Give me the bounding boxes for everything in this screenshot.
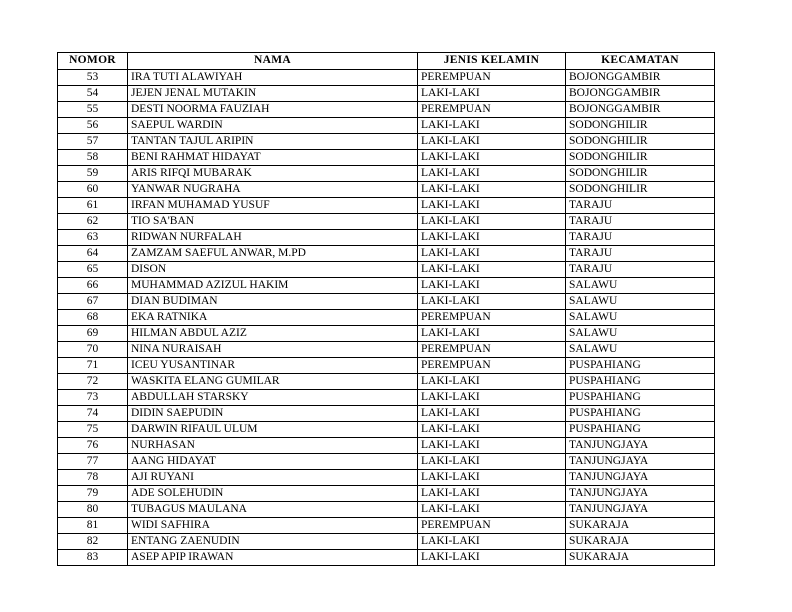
cell-nama: NINA NURAISAH (128, 342, 418, 358)
cell-jenis-kelamin: LAKI-LAKI (418, 326, 566, 342)
cell-nomor: 77 (58, 454, 128, 470)
cell-jenis-kelamin: PEREMPUAN (418, 342, 566, 358)
cell-jenis-kelamin: LAKI-LAKI (418, 294, 566, 310)
cell-nama: WIDI SAFHIRA (128, 518, 418, 534)
cell-nomor: 60 (58, 182, 128, 198)
cell-kecamatan: TARAJU (566, 262, 715, 278)
cell-nomor: 55 (58, 102, 128, 118)
cell-nomor: 80 (58, 502, 128, 518)
cell-nomor: 61 (58, 198, 128, 214)
cell-nama: SAEPUL WARDIN (128, 118, 418, 134)
cell-kecamatan: BOJONGGAMBIR (566, 86, 715, 102)
cell-nomor: 66 (58, 278, 128, 294)
cell-nama: ABDULLAH STARSKY (128, 390, 418, 406)
cell-nomor: 75 (58, 422, 128, 438)
cell-jenis-kelamin: LAKI-LAKI (418, 502, 566, 518)
table-row (58, 294, 715, 310)
cell-nama: NURHASAN (128, 438, 418, 454)
cell-jenis-kelamin: LAKI-LAKI (418, 422, 566, 438)
table-row (58, 198, 715, 214)
table-header (58, 53, 715, 70)
cell-kecamatan: TANJUNGJAYA (566, 454, 715, 470)
cell-nomor: 63 (58, 230, 128, 246)
cell-jenis-kelamin: LAKI-LAKI (418, 454, 566, 470)
cell-kecamatan: SODONGHILIR (566, 150, 715, 166)
cell-kecamatan: TARAJU (566, 230, 715, 246)
cell-jenis-kelamin: LAKI-LAKI (418, 406, 566, 422)
cell-nomor: 65 (58, 262, 128, 278)
cell-kecamatan: SUKARAJA (566, 534, 715, 550)
cell-kecamatan: PUSPAHIANG (566, 422, 715, 438)
participant-table-container (57, 52, 714, 566)
table-row (58, 438, 715, 454)
cell-nomor: 59 (58, 166, 128, 182)
table-row (58, 390, 715, 406)
cell-kecamatan: TARAJU (566, 214, 715, 230)
cell-jenis-kelamin: PEREMPUAN (418, 70, 566, 86)
cell-jenis-kelamin: LAKI-LAKI (418, 86, 566, 102)
cell-nama: DIAN BUDIMAN (128, 294, 418, 310)
cell-kecamatan: SODONGHILIR (566, 166, 715, 182)
cell-nama: DIDIN SAEPUDIN (128, 406, 418, 422)
cell-jenis-kelamin: PEREMPUAN (418, 102, 566, 118)
cell-kecamatan: TANJUNGJAYA (566, 502, 715, 518)
cell-nama: ADE SOLEHUDIN (128, 486, 418, 502)
cell-nomor: 64 (58, 246, 128, 262)
table-row (58, 358, 715, 374)
table-row (58, 70, 715, 86)
table-row (58, 102, 715, 118)
cell-nomor: 68 (58, 310, 128, 326)
cell-nomor: 58 (58, 150, 128, 166)
cell-jenis-kelamin: PEREMPUAN (418, 518, 566, 534)
cell-kecamatan: BOJONGGAMBIR (566, 70, 715, 86)
table-row (58, 342, 715, 358)
cell-nomor: 70 (58, 342, 128, 358)
column-header-nama: NAMA (128, 53, 418, 70)
table-row (58, 454, 715, 470)
cell-nama: ZAMZAM SAEFUL ANWAR, M.PD (128, 246, 418, 262)
cell-kecamatan: PUSPAHIANG (566, 374, 715, 390)
cell-jenis-kelamin: LAKI-LAKI (418, 390, 566, 406)
cell-kecamatan: SUKARAJA (566, 550, 715, 566)
cell-kecamatan: SODONGHILIR (566, 134, 715, 150)
cell-kecamatan: PUSPAHIANG (566, 358, 715, 374)
cell-nama: BENI RAHMAT HIDAYAT (128, 150, 418, 166)
cell-kecamatan: TANJUNGJAYA (566, 486, 715, 502)
cell-nomor: 62 (58, 214, 128, 230)
cell-nomor: 81 (58, 518, 128, 534)
table-row (58, 118, 715, 134)
table-row (58, 486, 715, 502)
cell-nama: ICEU YUSANTINAR (128, 358, 418, 374)
table-row (58, 310, 715, 326)
cell-nomor: 53 (58, 70, 128, 86)
cell-jenis-kelamin: LAKI-LAKI (418, 230, 566, 246)
table-row (58, 150, 715, 166)
cell-kecamatan: BOJONGGAMBIR (566, 102, 715, 118)
cell-jenis-kelamin: LAKI-LAKI (418, 550, 566, 566)
cell-kecamatan: TANJUNGJAYA (566, 438, 715, 454)
cell-nama: IRA TUTI ALAWIYAH (128, 70, 418, 86)
cell-nama: RIDWAN NURFALAH (128, 230, 418, 246)
cell-nomor: 57 (58, 134, 128, 150)
cell-kecamatan: SALAWU (566, 294, 715, 310)
cell-jenis-kelamin: LAKI-LAKI (418, 214, 566, 230)
table-row (58, 262, 715, 278)
table-body (58, 70, 715, 566)
cell-nomor: 54 (58, 86, 128, 102)
table-row (58, 470, 715, 486)
cell-jenis-kelamin: PEREMPUAN (418, 358, 566, 374)
cell-jenis-kelamin: LAKI-LAKI (418, 486, 566, 502)
column-header-jenis-kelamin: JENIS KELAMIN (418, 53, 566, 70)
table-row (58, 246, 715, 262)
table-row (58, 278, 715, 294)
table-row (58, 326, 715, 342)
cell-kecamatan: SALAWU (566, 342, 715, 358)
cell-nomor: 73 (58, 390, 128, 406)
table-row (58, 166, 715, 182)
cell-kecamatan: SODONGHILIR (566, 118, 715, 134)
participant-table (57, 52, 715, 566)
cell-nama: YANWAR NUGRAHA (128, 182, 418, 198)
cell-nomor: 76 (58, 438, 128, 454)
cell-nama: IRFAN MUHAMAD YUSUF (128, 198, 418, 214)
cell-kecamatan: PUSPAHIANG (566, 406, 715, 422)
cell-jenis-kelamin: LAKI-LAKI (418, 278, 566, 294)
cell-kecamatan: PUSPAHIANG (566, 390, 715, 406)
cell-nama: EKA RATNIKA (128, 310, 418, 326)
cell-nama: DARWIN RIFAUL ULUM (128, 422, 418, 438)
cell-nama: WASKITA ELANG GUMILAR (128, 374, 418, 390)
cell-nomor: 69 (58, 326, 128, 342)
table-row (58, 502, 715, 518)
cell-nomor: 71 (58, 358, 128, 374)
table-row (58, 182, 715, 198)
table-row (58, 422, 715, 438)
cell-kecamatan: SODONGHILIR (566, 182, 715, 198)
cell-nama: TUBAGUS MAULANA (128, 502, 418, 518)
cell-jenis-kelamin: LAKI-LAKI (418, 118, 566, 134)
cell-kecamatan: TANJUNGJAYA (566, 470, 715, 486)
cell-nama: MUHAMMAD AZIZUL HAKIM (128, 278, 418, 294)
table-header-row (58, 53, 715, 70)
table-row (58, 230, 715, 246)
cell-nama: ENTANG ZAENUDIN (128, 534, 418, 550)
cell-nama: DISON (128, 262, 418, 278)
table-row (58, 374, 715, 390)
cell-kecamatan: SUKARAJA (566, 518, 715, 534)
cell-jenis-kelamin: LAKI-LAKI (418, 470, 566, 486)
cell-jenis-kelamin: LAKI-LAKI (418, 534, 566, 550)
cell-jenis-kelamin: LAKI-LAKI (418, 134, 566, 150)
cell-jenis-kelamin: LAKI-LAKI (418, 246, 566, 262)
cell-jenis-kelamin: PEREMPUAN (418, 310, 566, 326)
cell-nama: TIO SA'BAN (128, 214, 418, 230)
table-row (58, 550, 715, 566)
cell-kecamatan: SALAWU (566, 310, 715, 326)
cell-nomor: 83 (58, 550, 128, 566)
cell-nama: ASEP APIP IRAWAN (128, 550, 418, 566)
cell-nama: DESTI NOORMA FAUZIAH (128, 102, 418, 118)
cell-nama: HILMAN ABDUL AZIZ (128, 326, 418, 342)
cell-nama: AJI RUYANI (128, 470, 418, 486)
cell-jenis-kelamin: LAKI-LAKI (418, 150, 566, 166)
cell-jenis-kelamin: LAKI-LAKI (418, 374, 566, 390)
table-row (58, 518, 715, 534)
cell-nomor: 72 (58, 374, 128, 390)
table-row (58, 214, 715, 230)
cell-nomor: 67 (58, 294, 128, 310)
cell-jenis-kelamin: LAKI-LAKI (418, 166, 566, 182)
cell-kecamatan: TARAJU (566, 198, 715, 214)
cell-jenis-kelamin: LAKI-LAKI (418, 438, 566, 454)
cell-kecamatan: SALAWU (566, 326, 715, 342)
cell-kecamatan: SALAWU (566, 278, 715, 294)
cell-nomor: 79 (58, 486, 128, 502)
cell-nama: AANG HIDAYAT (128, 454, 418, 470)
table-row (58, 406, 715, 422)
cell-jenis-kelamin: LAKI-LAKI (418, 182, 566, 198)
cell-jenis-kelamin: LAKI-LAKI (418, 262, 566, 278)
table-row (58, 534, 715, 550)
cell-nama: ARIS RIFQI MUBARAK (128, 166, 418, 182)
cell-nomor: 78 (58, 470, 128, 486)
cell-nama: TANTAN TAJUL ARIPIN (128, 134, 418, 150)
cell-nomor: 56 (58, 118, 128, 134)
cell-nomor: 74 (58, 406, 128, 422)
column-header-nomor: NOMOR (58, 53, 128, 70)
table-row (58, 134, 715, 150)
column-header-kecamatan: KECAMATAN (566, 53, 715, 70)
cell-nama: JEJEN JENAL MUTAKIN (128, 86, 418, 102)
cell-jenis-kelamin: LAKI-LAKI (418, 198, 566, 214)
table-row (58, 86, 715, 102)
cell-kecamatan: TARAJU (566, 246, 715, 262)
cell-nomor: 82 (58, 534, 128, 550)
